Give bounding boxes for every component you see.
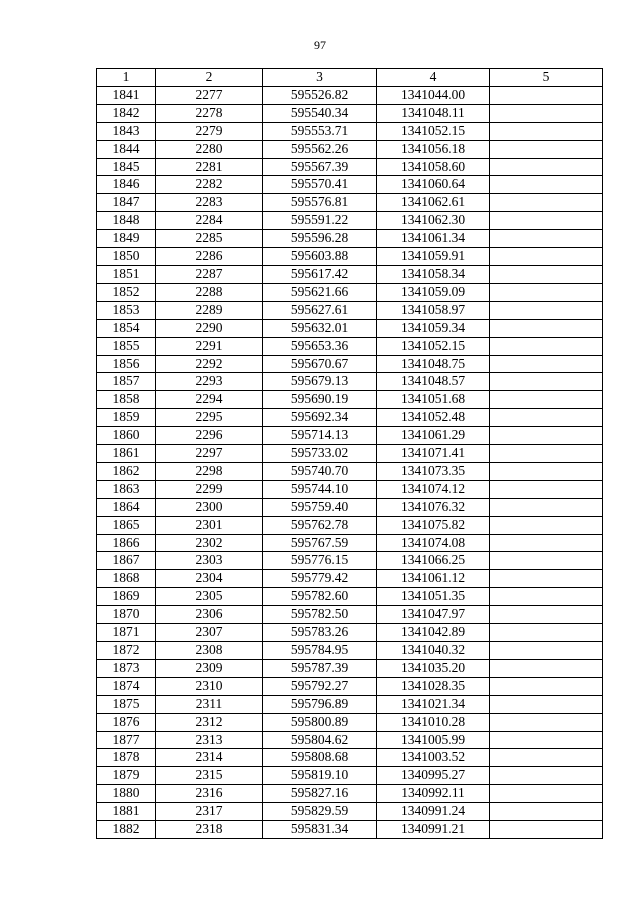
table-cell-col-3: 595692.34	[263, 409, 377, 427]
table-row	[97, 462, 603, 480]
table-cell-col-3: 595553.71	[263, 122, 377, 140]
table-cell-col-3: 595831.34	[263, 821, 377, 839]
table-cell-col-2: 2295	[156, 409, 263, 427]
table-cell-col-1: 1848	[97, 212, 156, 230]
table-cell-col-4: 1341071.41	[377, 445, 490, 463]
table-cell-col-1: 1874	[97, 677, 156, 695]
table-cell-col-2: 2303	[156, 552, 263, 570]
table-cell-col-1: 1877	[97, 731, 156, 749]
table-cell-col-4: 1341074.08	[377, 534, 490, 552]
table-cell-col-3: 595776.15	[263, 552, 377, 570]
table-cell-col-2: 2291	[156, 337, 263, 355]
table-cell-col-5	[490, 480, 603, 498]
table-cell-col-1: 1845	[97, 158, 156, 176]
table-row	[97, 642, 603, 660]
table-cell-col-1: 1862	[97, 462, 156, 480]
table-cell-col-4: 1341062.30	[377, 212, 490, 230]
table-row	[97, 283, 603, 301]
table-cell-col-1: 1856	[97, 355, 156, 373]
table-cell-col-1: 1882	[97, 821, 156, 839]
table-row	[97, 301, 603, 319]
page-number: 97	[314, 38, 326, 52]
table-row	[97, 785, 603, 803]
table-cell-col-2: 2308	[156, 642, 263, 660]
table-cell-col-3: 595767.59	[263, 534, 377, 552]
column-header-2: 2	[156, 69, 263, 87]
table-row	[97, 821, 603, 839]
table-cell-col-3: 595690.19	[263, 391, 377, 409]
table-cell-col-1: 1857	[97, 373, 156, 391]
table-cell-col-2: 2285	[156, 230, 263, 248]
table-cell-col-3: 595526.82	[263, 86, 377, 104]
table-cell-col-2: 2309	[156, 659, 263, 677]
column-header-5: 5	[490, 69, 603, 87]
table-cell-col-5	[490, 767, 603, 785]
table-cell-col-5	[490, 301, 603, 319]
table-cell-col-5	[490, 642, 603, 660]
table-cell-col-2: 2304	[156, 570, 263, 588]
table-row	[97, 427, 603, 445]
table-cell-col-4: 1341066.25	[377, 552, 490, 570]
table-cell-col-4: 1341060.64	[377, 176, 490, 194]
table-cell-col-5	[490, 194, 603, 212]
table-cell-col-4: 1341052.15	[377, 122, 490, 140]
table-cell-col-4: 1341059.34	[377, 319, 490, 337]
table-cell-col-2: 2284	[156, 212, 263, 230]
table-cell-col-5	[490, 86, 603, 104]
table-header-row	[97, 69, 603, 87]
table-cell-col-1: 1872	[97, 642, 156, 660]
table-cell-col-3: 595779.42	[263, 570, 377, 588]
table-cell-col-4: 1340991.24	[377, 803, 490, 821]
table-row	[97, 409, 603, 427]
table-row	[97, 445, 603, 463]
table-cell-col-2: 2311	[156, 695, 263, 713]
table-cell-col-4: 1341028.35	[377, 677, 490, 695]
table-cell-col-2: 2289	[156, 301, 263, 319]
table-cell-col-5	[490, 265, 603, 283]
table-cell-col-4: 1341073.35	[377, 462, 490, 480]
table-cell-col-4: 1341005.99	[377, 731, 490, 749]
table-cell-col-2: 2279	[156, 122, 263, 140]
table-cell-col-4: 1341059.91	[377, 248, 490, 266]
table-cell-col-4: 1341051.35	[377, 588, 490, 606]
table-cell-col-1: 1878	[97, 749, 156, 767]
table-row	[97, 176, 603, 194]
table-cell-col-1: 1851	[97, 265, 156, 283]
table-cell-col-2: 2298	[156, 462, 263, 480]
table-cell-col-5	[490, 140, 603, 158]
table-cell-col-3: 595784.95	[263, 642, 377, 660]
table-cell-col-3: 595800.89	[263, 713, 377, 731]
table-cell-col-2: 2294	[156, 391, 263, 409]
table-cell-col-1: 1853	[97, 301, 156, 319]
table-cell-col-2: 2300	[156, 498, 263, 516]
table-cell-col-4: 1341042.89	[377, 624, 490, 642]
table-cell-col-4: 1341048.75	[377, 355, 490, 373]
table-cell-col-2: 2277	[156, 86, 263, 104]
table-cell-col-4: 1341061.29	[377, 427, 490, 445]
table-cell-col-3: 595827.16	[263, 785, 377, 803]
table-cell-col-2: 2293	[156, 373, 263, 391]
table-cell-col-4: 1341076.32	[377, 498, 490, 516]
table-cell-col-5	[490, 409, 603, 427]
table-row	[97, 265, 603, 283]
table-cell-col-2: 2301	[156, 516, 263, 534]
table-cell-col-1: 1855	[97, 337, 156, 355]
table-cell-col-4: 1341051.68	[377, 391, 490, 409]
table-cell-col-5	[490, 122, 603, 140]
table-cell-col-3: 595567.39	[263, 158, 377, 176]
table-row	[97, 731, 603, 749]
table-row	[97, 552, 603, 570]
table-cell-col-1: 1849	[97, 230, 156, 248]
table-cell-col-5	[490, 319, 603, 337]
table-cell-col-5	[490, 427, 603, 445]
table-cell-col-5	[490, 731, 603, 749]
table-cell-col-5	[490, 283, 603, 301]
table-cell-col-3: 595740.70	[263, 462, 377, 480]
table-row	[97, 803, 603, 821]
table-cell-col-5	[490, 713, 603, 731]
table-cell-col-2: 2287	[156, 265, 263, 283]
table-cell-col-4: 1341059.09	[377, 283, 490, 301]
table-cell-col-4: 1341075.82	[377, 516, 490, 534]
table-cell-col-2: 2312	[156, 713, 263, 731]
table-cell-col-1: 1861	[97, 445, 156, 463]
table-cell-col-4: 1341044.00	[377, 86, 490, 104]
table-cell-col-2: 2286	[156, 248, 263, 266]
table-cell-col-2: 2283	[156, 194, 263, 212]
table-cell-col-1: 1852	[97, 283, 156, 301]
table-row	[97, 534, 603, 552]
table-cell-col-4: 1341058.60	[377, 158, 490, 176]
table-cell-col-4: 1341061.34	[377, 230, 490, 248]
table-row	[97, 695, 603, 713]
table-row	[97, 713, 603, 731]
table-cell-col-5	[490, 534, 603, 552]
table-cell-col-4: 1341052.48	[377, 409, 490, 427]
table-row	[97, 749, 603, 767]
table-cell-col-1: 1843	[97, 122, 156, 140]
table-cell-col-5	[490, 104, 603, 122]
table-cell-col-3: 595762.78	[263, 516, 377, 534]
table-cell-col-3: 595670.67	[263, 355, 377, 373]
table-row	[97, 606, 603, 624]
table-cell-col-3: 595632.01	[263, 319, 377, 337]
table-cell-col-5	[490, 337, 603, 355]
table-cell-col-3: 595792.27	[263, 677, 377, 695]
table-cell-col-1: 1844	[97, 140, 156, 158]
table-cell-col-2: 2313	[156, 731, 263, 749]
table-cell-col-5	[490, 803, 603, 821]
table-cell-col-1: 1880	[97, 785, 156, 803]
table-cell-col-4: 1341052.15	[377, 337, 490, 355]
table-cell-col-3: 595621.66	[263, 283, 377, 301]
table-cell-col-5	[490, 355, 603, 373]
table-cell-col-1: 1859	[97, 409, 156, 427]
table-cell-col-4: 1341047.97	[377, 606, 490, 624]
table-row	[97, 355, 603, 373]
table-cell-col-3: 595570.41	[263, 176, 377, 194]
table-cell-col-1: 1846	[97, 176, 156, 194]
table-cell-col-1: 1869	[97, 588, 156, 606]
table-row	[97, 86, 603, 104]
table-cell-col-5	[490, 749, 603, 767]
table-row	[97, 624, 603, 642]
table-cell-col-3: 595808.68	[263, 749, 377, 767]
table-cell-col-3: 595679.13	[263, 373, 377, 391]
table-cell-col-1: 1863	[97, 480, 156, 498]
table-cell-col-3: 595804.62	[263, 731, 377, 749]
table-row	[97, 248, 603, 266]
table-row	[97, 498, 603, 516]
table-cell-col-4: 1341058.97	[377, 301, 490, 319]
table-cell-col-2: 2310	[156, 677, 263, 695]
table-cell-col-4: 1341058.34	[377, 265, 490, 283]
table-cell-col-3: 595787.39	[263, 659, 377, 677]
table-cell-col-1: 1873	[97, 659, 156, 677]
table-cell-col-1: 1850	[97, 248, 156, 266]
table-cell-col-3: 595596.28	[263, 230, 377, 248]
table-cell-col-3: 595783.26	[263, 624, 377, 642]
table-row	[97, 230, 603, 248]
table-cell-col-2: 2288	[156, 283, 263, 301]
table-row	[97, 104, 603, 122]
table-row	[97, 373, 603, 391]
table-cell-col-1: 1870	[97, 606, 156, 624]
table-cell-col-3: 595562.26	[263, 140, 377, 158]
table-cell-col-3: 595782.60	[263, 588, 377, 606]
table-cell-col-5	[490, 391, 603, 409]
table-cell-col-2: 2290	[156, 319, 263, 337]
table-cell-col-1: 1868	[97, 570, 156, 588]
table-cell-col-2: 2297	[156, 445, 263, 463]
table-cell-col-3: 595653.36	[263, 337, 377, 355]
table-cell-col-1: 1842	[97, 104, 156, 122]
table-row	[97, 570, 603, 588]
column-header-1: 1	[97, 69, 156, 87]
table-cell-col-2: 2292	[156, 355, 263, 373]
table-cell-col-5	[490, 659, 603, 677]
table-cell-col-4: 1341061.12	[377, 570, 490, 588]
table-cell-col-5	[490, 230, 603, 248]
table-cell-col-5	[490, 821, 603, 839]
table-cell-col-5	[490, 158, 603, 176]
table-cell-col-3: 595617.42	[263, 265, 377, 283]
table-cell-col-4: 1341056.18	[377, 140, 490, 158]
table-cell-col-2: 2307	[156, 624, 263, 642]
table-cell-col-1: 1854	[97, 319, 156, 337]
table-cell-col-3: 595759.40	[263, 498, 377, 516]
table-row	[97, 516, 603, 534]
table-cell-col-1: 1875	[97, 695, 156, 713]
table-cell-col-4: 1341074.12	[377, 480, 490, 498]
table-row	[97, 158, 603, 176]
table-cell-col-1: 1847	[97, 194, 156, 212]
table-cell-col-3: 595796.89	[263, 695, 377, 713]
table-cell-col-5	[490, 552, 603, 570]
table-cell-col-5	[490, 516, 603, 534]
table-cell-col-4: 1341003.52	[377, 749, 490, 767]
table-cell-col-5	[490, 588, 603, 606]
table-cell-col-4: 1341010.28	[377, 713, 490, 731]
table-cell-col-2: 2278	[156, 104, 263, 122]
table-cell-col-2: 2305	[156, 588, 263, 606]
table-cell-col-3: 595782.50	[263, 606, 377, 624]
table-cell-col-4: 1341040.32	[377, 642, 490, 660]
column-header-3: 3	[263, 69, 377, 87]
table-cell-col-1: 1871	[97, 624, 156, 642]
table-row	[97, 140, 603, 158]
table-cell-col-5	[490, 445, 603, 463]
table-cell-col-1: 1864	[97, 498, 156, 516]
table-body	[97, 86, 603, 838]
table-cell-col-2: 2282	[156, 176, 263, 194]
table-cell-col-2: 2281	[156, 158, 263, 176]
table-cell-col-5	[490, 570, 603, 588]
table-cell-col-3: 595744.10	[263, 480, 377, 498]
table-cell-col-2: 2296	[156, 427, 263, 445]
table-cell-col-2: 2280	[156, 140, 263, 158]
table-cell-col-5	[490, 462, 603, 480]
table-cell-col-3: 595714.13	[263, 427, 377, 445]
table-cell-col-3: 595819.10	[263, 767, 377, 785]
table-cell-col-1: 1865	[97, 516, 156, 534]
table-row	[97, 319, 603, 337]
table-cell-col-1: 1881	[97, 803, 156, 821]
table-cell-col-5	[490, 373, 603, 391]
table-row	[97, 194, 603, 212]
table-cell-col-5	[490, 606, 603, 624]
table-cell-col-2: 2314	[156, 749, 263, 767]
table-cell-col-5	[490, 695, 603, 713]
coordinates-table	[96, 68, 603, 839]
table-cell-col-3: 595829.59	[263, 803, 377, 821]
table-row	[97, 480, 603, 498]
table-cell-col-5	[490, 212, 603, 230]
table-cell-col-1: 1858	[97, 391, 156, 409]
table-cell-col-4: 1341048.11	[377, 104, 490, 122]
table-cell-col-4: 1340995.27	[377, 767, 490, 785]
table-row	[97, 391, 603, 409]
table-cell-col-4: 1341021.34	[377, 695, 490, 713]
table-cell-col-2: 2315	[156, 767, 263, 785]
table-cell-col-5	[490, 785, 603, 803]
table-cell-col-4: 1340991.21	[377, 821, 490, 839]
table-cell-col-3: 595576.81	[263, 194, 377, 212]
table-cell-col-1: 1879	[97, 767, 156, 785]
table-cell-col-4: 1341062.61	[377, 194, 490, 212]
table-cell-col-2: 2316	[156, 785, 263, 803]
table-cell-col-5	[490, 176, 603, 194]
table-cell-col-4: 1340992.11	[377, 785, 490, 803]
table-cell-col-1: 1876	[97, 713, 156, 731]
table-cell-col-2: 2299	[156, 480, 263, 498]
column-header-4: 4	[377, 69, 490, 87]
table-cell-col-3: 595603.88	[263, 248, 377, 266]
table-row	[97, 677, 603, 695]
table-cell-col-3: 595627.61	[263, 301, 377, 319]
table-cell-col-5	[490, 624, 603, 642]
table-row	[97, 588, 603, 606]
table-cell-col-1: 1867	[97, 552, 156, 570]
table-cell-col-1: 1866	[97, 534, 156, 552]
table-cell-col-2: 2317	[156, 803, 263, 821]
table-cell-col-3: 595733.02	[263, 445, 377, 463]
table-row	[97, 337, 603, 355]
table-cell-col-1: 1841	[97, 86, 156, 104]
table-cell-col-4: 1341035.20	[377, 659, 490, 677]
table-cell-col-2: 2306	[156, 606, 263, 624]
table-cell-col-4: 1341048.57	[377, 373, 490, 391]
table-row	[97, 659, 603, 677]
table-cell-col-5	[490, 498, 603, 516]
table-cell-col-2: 2318	[156, 821, 263, 839]
table-row	[97, 767, 603, 785]
table-cell-col-5	[490, 677, 603, 695]
table-cell-col-3: 595540.34	[263, 104, 377, 122]
table-cell-col-1: 1860	[97, 427, 156, 445]
table-row	[97, 212, 603, 230]
table-cell-col-2: 2302	[156, 534, 263, 552]
table-cell-col-3: 595591.22	[263, 212, 377, 230]
table-row	[97, 122, 603, 140]
table-cell-col-5	[490, 248, 603, 266]
